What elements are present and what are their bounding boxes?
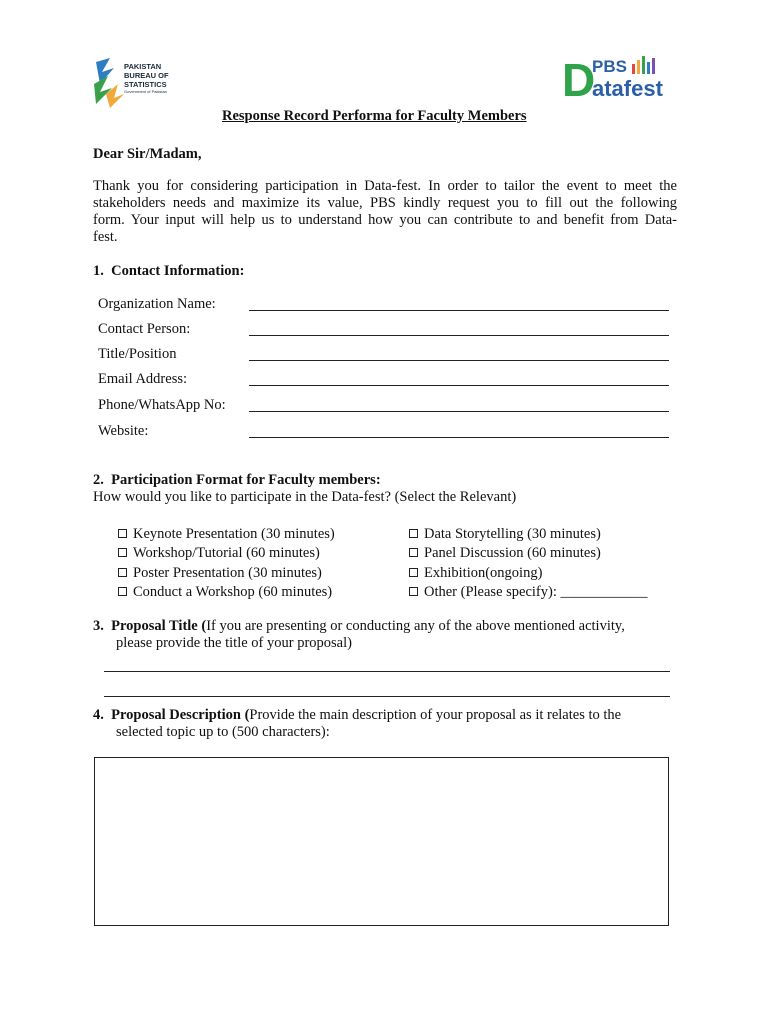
section2-heading: 2. Participation Format for Faculty members: <box>93 472 381 488</box>
field-label-phone: Phone/WhatsApp No: <box>98 397 226 413</box>
section2-question: How would you like to participate in the Data-fest? (Select the Relevant) <box>93 489 517 505</box>
field-label-contact-person: Contact Person: <box>98 321 191 337</box>
field-label-website: Website: <box>98 423 149 439</box>
section3-heading: 3. Proposal Title (If you are presenting or conducting any of the above mentioned activity, <box>93 618 625 634</box>
proposal-description-box[interactable] <box>94 757 669 926</box>
checkbox-icon[interactable] <box>118 529 127 538</box>
website-field[interactable] <box>249 437 669 438</box>
section4-text: selected topic up to (500 characters): <box>116 724 330 740</box>
field-label-organization: Organization Name: <box>98 296 216 312</box>
organization-name-field[interactable] <box>249 310 669 311</box>
title-position-field[interactable] <box>249 360 669 361</box>
section4-heading: 4. Proposal Description (Provide the main description of your proposal as it relates to the <box>93 707 622 723</box>
phone-field[interactable] <box>249 411 669 412</box>
intro-line: fest. <box>93 229 118 245</box>
checkbox-icon[interactable] <box>409 587 418 596</box>
checkbox-icon[interactable] <box>118 587 127 596</box>
field-label-title: Title/Position <box>98 346 177 362</box>
option-workshop-tutorial[interactable]: Workshop/Tutorial (60 minutes) <box>118 545 320 562</box>
svg-text:atafest: atafest <box>592 76 663 100</box>
datafest-logo <box>562 52 668 100</box>
pbs-wordmark: PAKISTAN BUREAU OF STATISTICS Government of Pakistan <box>124 62 169 94</box>
checkbox-icon[interactable] <box>409 529 418 538</box>
option-data-storytelling[interactable]: Data Storytelling (30 minutes) <box>409 526 601 543</box>
proposal-title-line-1[interactable] <box>104 671 670 672</box>
intro-line: form. Your input will help us to understand how you can contribute to and benefit from Data- <box>93 212 677 228</box>
intro-paragraph <box>93 178 677 246</box>
checkbox-icon[interactable] <box>409 568 418 577</box>
option-panel-discussion[interactable]: Panel Discussion (60 minutes) <box>409 545 601 562</box>
option-other[interactable]: Other (Please specify): ____________ <box>409 584 648 601</box>
option-poster[interactable]: Poster Presentation (30 minutes) <box>118 565 322 582</box>
option-keynote[interactable]: Keynote Presentation (30 minutes) <box>118 526 335 543</box>
svg-text:PBS: PBS <box>592 57 627 76</box>
option-conduct-workshop[interactable]: Conduct a Workshop (60 minutes) <box>118 584 332 601</box>
intro-line: Thank you for considering participation in Data-fest. In order to tailor the event to meet the <box>93 178 677 194</box>
pbs-swirl-icon <box>88 54 128 110</box>
page-title: Response Record Performa for Faculty Members <box>222 108 527 124</box>
field-label-email: Email Address: <box>98 371 188 387</box>
section3-text: please provide the title of your proposal) <box>116 635 352 651</box>
intro-line: stakeholders needs and maximize its value, PBS kindly request you to fill out the following <box>93 195 677 211</box>
contact-person-field[interactable] <box>249 335 669 336</box>
salutation: Dear Sir/Madam, <box>93 146 202 162</box>
option-exhibition[interactable]: Exhibition(ongoing) <box>409 565 542 582</box>
pbs-logo <box>88 54 188 110</box>
proposal-title-line-2[interactable] <box>104 696 670 697</box>
checkbox-icon[interactable] <box>409 548 418 557</box>
checkbox-icon[interactable] <box>118 548 127 557</box>
email-field[interactable] <box>249 385 669 386</box>
svg-text:D: D <box>562 54 596 100</box>
section1-heading: 1. Contact Information: <box>93 263 245 279</box>
datafest-bars-icon <box>562 52 668 100</box>
checkbox-icon[interactable] <box>118 568 127 577</box>
